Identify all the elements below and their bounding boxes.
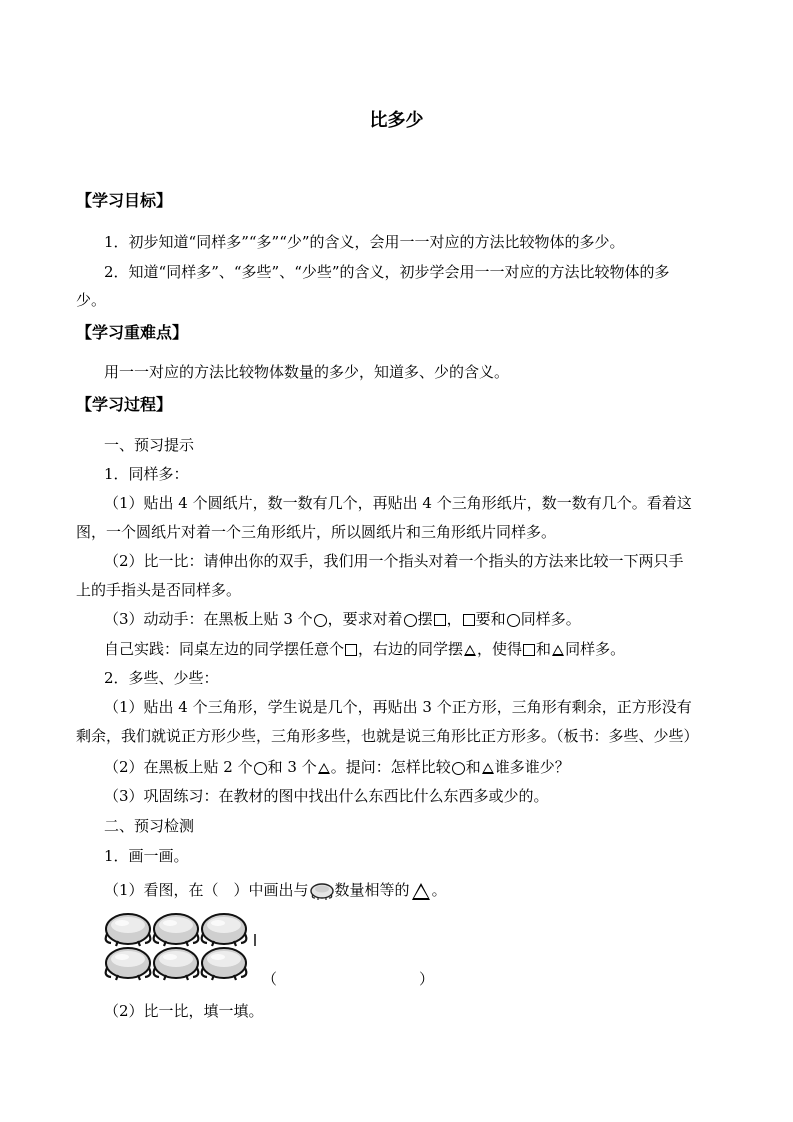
goal-1: 1．初步知道“同样多”“多”“少”的含义，会用一一对应的方法比较物体的多少。	[104, 233, 625, 251]
text: 要和	[475, 610, 506, 628]
process-heading: 【学习过程】	[76, 395, 173, 414]
text: 和	[465, 758, 481, 776]
answer-paren-close: ）	[419, 970, 435, 988]
text: （3）动动手：在黑板上贴 3 个	[104, 610, 313, 628]
item-2-2	[104, 757, 570, 777]
text: 和	[536, 640, 552, 658]
triangle-icon	[482, 763, 494, 774]
question-draw: 1．画一画。	[104, 847, 189, 865]
text: 。	[431, 881, 447, 899]
turtle-icon	[202, 914, 247, 946]
triangle-icon	[552, 645, 564, 656]
text: （2）在黑板上贴 2 个	[104, 758, 253, 776]
turtle-picture	[102, 910, 262, 985]
triangle-icon	[318, 763, 330, 774]
question-1-2: （2）比一比，填一填。	[104, 1002, 264, 1020]
text: （1）看图，在（ ）中画出与	[104, 881, 309, 899]
key-points-heading: 【学习重难点】	[76, 323, 189, 342]
square-icon	[523, 644, 535, 656]
item-same-amount: 1．同样多：	[104, 465, 189, 483]
item-1-1-line-2: 图，一个圆纸片对着一个三角形纸片，所以圆纸片和三角形纸片同样多。	[76, 523, 557, 541]
text: 。提问：怎样比较	[330, 758, 451, 776]
text: 同样多。	[520, 610, 581, 628]
text: 和 3 个	[267, 758, 317, 776]
item-1-1-line-1: （1）贴出 4 个圆纸片，数一数有几个，再贴出 4 个三角形纸片，数一数有几个。看着这	[104, 494, 692, 512]
text: ，	[446, 610, 462, 628]
turtle-icon	[309, 881, 335, 901]
text: 摆	[417, 610, 433, 628]
circle-icon	[404, 614, 417, 627]
question-1-1	[104, 877, 447, 903]
text: ，右边的同学摆	[358, 640, 464, 658]
item-1-2-line-1: （2）比一比：请伸出你的双手，我们用一个指头对着一个指头的方法来比较一下两只手	[104, 552, 684, 570]
answer-paren-open: （	[262, 970, 278, 988]
turtle-icon	[106, 948, 151, 980]
turtle-icon	[106, 914, 151, 946]
item-1-3	[104, 609, 581, 629]
triangle-icon	[412, 883, 430, 900]
section-preview-check: 二、预习检测	[104, 817, 195, 835]
goals-heading: 【学习目标】	[76, 191, 173, 210]
turtle-icon	[154, 948, 199, 980]
text: ，使得	[477, 640, 523, 658]
item-2-3: （3）巩固练习：在教材的图中找出什么东西比什么东西多或少的。	[104, 787, 549, 805]
goal-2-line-2: 少。	[76, 291, 107, 309]
text: ，要求对着	[327, 610, 403, 628]
item-more-less: 2．多些、少些：	[104, 669, 219, 687]
text: 数量相等的	[334, 881, 410, 899]
text: 谁多谁少？	[494, 758, 570, 776]
text: 自己实践：同桌左边的同学摆任意个	[104, 640, 345, 658]
self-practice	[104, 639, 625, 659]
triangle-icon	[464, 645, 476, 656]
item-2-1-line-2: 剩余，我们就说正方形少些，三角形多些，也就是说三角形比正方形多。（板书：多些、少些）	[76, 727, 699, 745]
turtle-icon	[154, 914, 199, 946]
circle-icon	[314, 614, 327, 627]
item-1-2-line-2: 上的手指头是否同样多。	[76, 581, 242, 599]
square-icon	[345, 644, 357, 656]
section-preview-hints: 一、预习提示	[104, 436, 195, 454]
text: 同样多。	[565, 640, 626, 658]
square-icon	[434, 614, 446, 626]
goal-2-line-1: 2．知道“同样多”、“多些”、“少些”的含义，初步学会用一一对应的方法比较物体的多	[104, 263, 670, 281]
circle-icon	[254, 762, 267, 775]
square-icon	[463, 614, 475, 626]
key-points-text: 用一一对应的方法比较物体数量的多少，知道多、少的含义。	[104, 363, 510, 381]
page-title: 比多少	[369, 110, 424, 131]
circle-icon	[452, 762, 465, 775]
item-2-1-line-1: （1）贴出 4 个三角形，学生说是几个，再贴出 3 个正方形，三角形有剩余，正方形没有	[104, 698, 692, 716]
turtle-icon	[202, 948, 247, 980]
circle-icon	[507, 614, 520, 627]
